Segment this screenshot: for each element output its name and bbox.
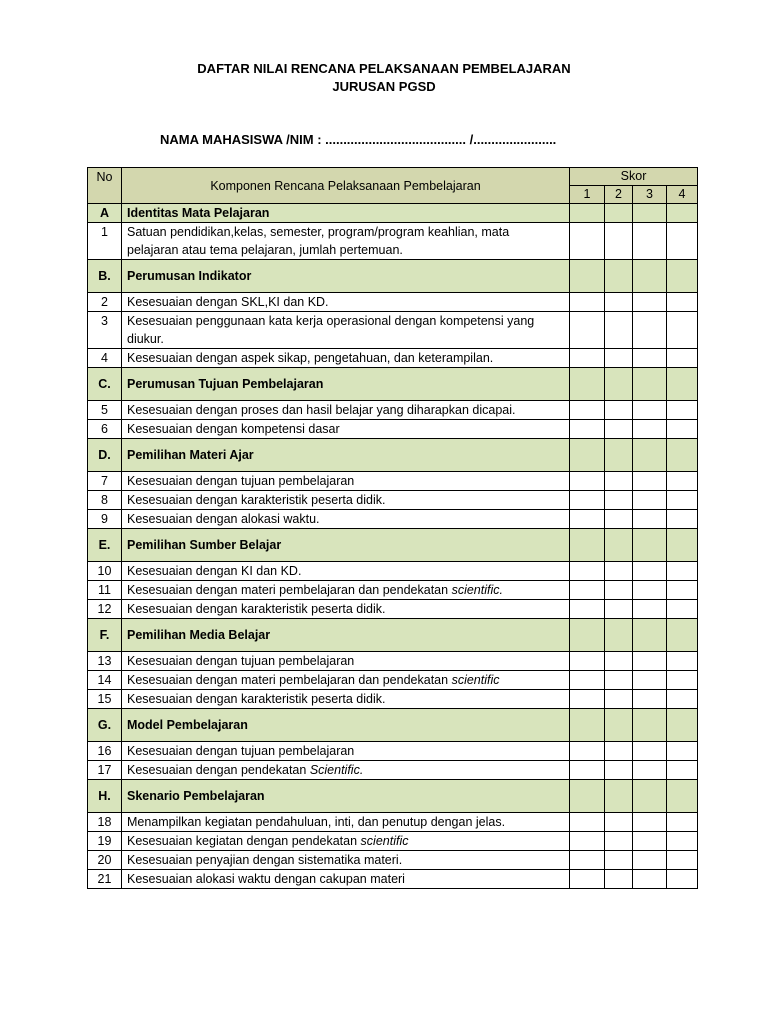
section-title xyxy=(122,260,570,293)
item-description xyxy=(122,472,570,491)
score-cell-2[interactable] xyxy=(605,401,633,420)
score-cell-2 xyxy=(605,439,633,472)
score-cell-1[interactable] xyxy=(570,851,605,870)
score-cell-4[interactable] xyxy=(667,312,698,349)
item-description-text: Satuan pendidikan,kelas, semester, program/program keahlian, mata pelajaran atau tema pelajaran, jumlah pertemuan. xyxy=(127,225,510,257)
score-cell-1[interactable] xyxy=(570,491,605,510)
item-description-italic: Scientific. xyxy=(309,763,364,777)
score-cell-1[interactable] xyxy=(570,472,605,491)
score-cell-3[interactable] xyxy=(633,491,667,510)
score-cell-3 xyxy=(633,780,667,813)
section-letter: C. xyxy=(88,368,122,401)
score-cell-4[interactable] xyxy=(667,851,698,870)
section-letter: H. xyxy=(88,780,122,813)
item-description-text: Kesesuaian penyajian dengan sistematika materi. xyxy=(127,853,403,867)
item-description-text: Kesesuaian alokasi waktu dengan cakupan materi xyxy=(127,872,405,886)
score-cell-3 xyxy=(633,529,667,562)
score-cell-4[interactable] xyxy=(667,420,698,439)
score-cell-4[interactable] xyxy=(667,832,698,851)
score-cell-2[interactable] xyxy=(605,472,633,491)
score-cell-3[interactable] xyxy=(633,472,667,491)
score-cell-2[interactable] xyxy=(605,870,633,889)
score-cell-1[interactable] xyxy=(570,401,605,420)
score-cell-3[interactable] xyxy=(633,420,667,439)
item-description-text: Kesesuaian dengan materi pembelajaran dan pendekatan xyxy=(127,583,449,597)
table-row xyxy=(88,652,698,671)
item-description xyxy=(122,581,570,600)
score-cell-2[interactable] xyxy=(605,851,633,870)
score-cell-2[interactable] xyxy=(605,562,633,581)
score-cell-2[interactable] xyxy=(605,349,633,368)
score-column-1: 1 xyxy=(570,186,605,204)
item-number: 7 xyxy=(88,472,122,491)
score-cell-4 xyxy=(667,204,698,223)
score-cell-1[interactable] xyxy=(570,562,605,581)
section-title xyxy=(122,204,570,223)
item-description xyxy=(122,761,570,780)
item-number: 1 xyxy=(88,223,122,260)
score-cell-3[interactable] xyxy=(633,652,667,671)
table-row xyxy=(88,600,698,619)
score-cell-2[interactable] xyxy=(605,491,633,510)
section-row xyxy=(88,439,698,472)
score-cell-4 xyxy=(667,709,698,742)
score-cell-4 xyxy=(667,780,698,813)
item-description xyxy=(122,813,570,832)
item-description xyxy=(122,491,570,510)
score-cell-1 xyxy=(570,260,605,293)
score-cell-4 xyxy=(667,368,698,401)
score-cell-1[interactable] xyxy=(570,813,605,832)
score-cell-4[interactable] xyxy=(667,870,698,889)
score-cell-2[interactable] xyxy=(605,742,633,761)
table-row xyxy=(88,581,698,600)
table-row xyxy=(88,223,698,260)
table-row xyxy=(88,349,698,368)
item-description xyxy=(122,510,570,529)
score-cell-1[interactable] xyxy=(570,832,605,851)
section-title-text: Pemilihan Materi Ajar xyxy=(127,448,254,462)
section-title-text: Pemilihan Media Belajar xyxy=(127,628,271,642)
item-description-text: Kesesuaian dengan pendekatan xyxy=(127,763,307,777)
item-number: 11 xyxy=(88,581,122,600)
item-description-text: Kesesuaian kegiatan dengan pendekatan xyxy=(127,834,358,848)
score-cell-1[interactable] xyxy=(570,671,605,690)
table-row xyxy=(88,690,698,709)
column-header-component: Komponen Rencana Pelaksanaan Pembelajaran xyxy=(122,168,570,204)
score-cell-2 xyxy=(605,780,633,813)
section-row xyxy=(88,260,698,293)
score-cell-4[interactable] xyxy=(667,491,698,510)
item-number: 4 xyxy=(88,349,122,368)
section-title xyxy=(122,439,570,472)
score-cell-3[interactable] xyxy=(633,832,667,851)
score-cell-4[interactable] xyxy=(667,742,698,761)
score-cell-2[interactable] xyxy=(605,690,633,709)
score-cell-2 xyxy=(605,204,633,223)
score-cell-2[interactable] xyxy=(605,420,633,439)
score-cell-2[interactable] xyxy=(605,312,633,349)
score-cell-4 xyxy=(667,619,698,652)
score-cell-2[interactable] xyxy=(605,671,633,690)
score-cell-4[interactable] xyxy=(667,690,698,709)
score-cell-3 xyxy=(633,439,667,472)
score-cell-1[interactable] xyxy=(570,312,605,349)
section-title xyxy=(122,780,570,813)
score-cell-4[interactable] xyxy=(667,472,698,491)
score-cell-1 xyxy=(570,619,605,652)
score-cell-2[interactable] xyxy=(605,761,633,780)
section-row xyxy=(88,368,698,401)
score-cell-1[interactable] xyxy=(570,510,605,529)
score-cell-1[interactable] xyxy=(570,690,605,709)
item-description-italic: scientific xyxy=(451,673,500,687)
score-cell-4[interactable] xyxy=(667,401,698,420)
score-cell-1[interactable] xyxy=(570,761,605,780)
score-cell-2 xyxy=(605,619,633,652)
section-row xyxy=(88,709,698,742)
score-cell-1[interactable] xyxy=(570,652,605,671)
item-description-text: Kesesuaian dengan SKL,KI dan KD. xyxy=(127,295,329,309)
item-description-italic: scientific xyxy=(360,834,409,848)
score-cell-4 xyxy=(667,439,698,472)
item-description-text: Kesesuaian dengan KI dan KD. xyxy=(127,564,302,578)
score-cell-3[interactable] xyxy=(633,581,667,600)
score-cell-2[interactable] xyxy=(605,652,633,671)
item-number: 12 xyxy=(88,600,122,619)
score-cell-2[interactable] xyxy=(605,510,633,529)
item-number: 19 xyxy=(88,832,122,851)
score-cell-1[interactable] xyxy=(570,870,605,889)
column-header-score: Skor xyxy=(570,168,698,186)
score-cell-3 xyxy=(633,619,667,652)
score-cell-2[interactable] xyxy=(605,600,633,619)
score-cell-4 xyxy=(667,529,698,562)
score-cell-2 xyxy=(605,368,633,401)
item-number: 16 xyxy=(88,742,122,761)
table-row xyxy=(88,813,698,832)
item-description xyxy=(122,870,570,889)
score-cell-4[interactable] xyxy=(667,813,698,832)
score-cell-1 xyxy=(570,709,605,742)
document-title: DAFTAR NILAI RENCANA PELAKSANAAN PEMBELAJARAN xyxy=(197,61,571,76)
score-cell-3 xyxy=(633,368,667,401)
section-letter: B. xyxy=(88,260,122,293)
section-row xyxy=(88,780,698,813)
score-cell-1 xyxy=(570,368,605,401)
item-description xyxy=(122,420,570,439)
table-row xyxy=(88,742,698,761)
score-column-2: 2 xyxy=(605,186,633,204)
section-title xyxy=(122,368,570,401)
item-number: 21 xyxy=(88,870,122,889)
item-description xyxy=(122,851,570,870)
item-number: 10 xyxy=(88,562,122,581)
score-cell-4[interactable] xyxy=(667,562,698,581)
section-row xyxy=(88,204,698,223)
item-number: 9 xyxy=(88,510,122,529)
item-description xyxy=(122,600,570,619)
item-number: 15 xyxy=(88,690,122,709)
section-letter: E. xyxy=(88,529,122,562)
score-cell-1 xyxy=(570,529,605,562)
score-cell-1[interactable] xyxy=(570,581,605,600)
section-row xyxy=(88,619,698,652)
section-letter: G. xyxy=(88,709,122,742)
score-cell-2[interactable] xyxy=(605,832,633,851)
section-title-text: Model Pembelajaran xyxy=(127,718,248,732)
score-cell-4[interactable] xyxy=(667,652,698,671)
score-cell-1[interactable] xyxy=(570,600,605,619)
section-title xyxy=(122,709,570,742)
score-cell-1[interactable] xyxy=(570,223,605,260)
section-row xyxy=(88,529,698,562)
item-number: 18 xyxy=(88,813,122,832)
score-cell-4[interactable] xyxy=(667,671,698,690)
score-cell-2 xyxy=(605,260,633,293)
document-subtitle: JURUSAN PGSD xyxy=(332,79,436,94)
table-row xyxy=(88,491,698,510)
score-cell-3[interactable] xyxy=(633,742,667,761)
score-cell-1 xyxy=(570,780,605,813)
table-row xyxy=(88,870,698,889)
score-cell-3[interactable] xyxy=(633,813,667,832)
score-cell-2[interactable] xyxy=(605,223,633,260)
item-number: 6 xyxy=(88,420,122,439)
score-cell-2 xyxy=(605,529,633,562)
section-title-text: Identitas Mata Pelajaran xyxy=(127,206,270,220)
item-number: 5 xyxy=(88,401,122,420)
score-cell-3[interactable] xyxy=(633,401,667,420)
section-title xyxy=(122,529,570,562)
table-row xyxy=(88,293,698,312)
item-description xyxy=(122,293,570,312)
score-cell-3[interactable] xyxy=(633,312,667,349)
item-description-text: Kesesuaian dengan karakteristik peserta didik. xyxy=(127,602,386,616)
table-row xyxy=(88,312,698,349)
section-title-text: Skenario Pembelajaran xyxy=(127,789,265,803)
score-cell-3 xyxy=(633,260,667,293)
item-description-italic: scientific. xyxy=(451,583,503,597)
score-cell-3[interactable] xyxy=(633,851,667,870)
score-cell-3[interactable] xyxy=(633,600,667,619)
score-cell-4[interactable] xyxy=(667,223,698,260)
item-description-text: Kesesuaian dengan tujuan pembelajaran xyxy=(127,654,355,668)
item-description xyxy=(122,401,570,420)
item-description xyxy=(122,652,570,671)
score-cell-1 xyxy=(570,204,605,223)
score-cell-3 xyxy=(633,709,667,742)
score-cell-4[interactable] xyxy=(667,349,698,368)
assessment-table-body xyxy=(88,204,698,889)
score-cell-4[interactable] xyxy=(667,600,698,619)
table-row xyxy=(88,761,698,780)
score-cell-3[interactable] xyxy=(633,671,667,690)
item-number: 17 xyxy=(88,761,122,780)
assessment-table xyxy=(87,167,698,889)
score-cell-3[interactable] xyxy=(633,349,667,368)
item-number: 20 xyxy=(88,851,122,870)
section-letter: F. xyxy=(88,619,122,652)
item-description-text: Kesesuaian dengan proses dan hasil belajar yang diharapkan dicapai. xyxy=(127,403,516,417)
score-cell-3[interactable] xyxy=(633,690,667,709)
item-description-text: Kesesuaian dengan materi pembelajaran dan pendekatan xyxy=(127,673,449,687)
score-cell-3[interactable] xyxy=(633,761,667,780)
score-cell-4[interactable] xyxy=(667,761,698,780)
table-row xyxy=(88,832,698,851)
section-title-text: Perumusan Tujuan Pembelajaran xyxy=(127,377,324,391)
score-cell-3[interactable] xyxy=(633,223,667,260)
score-cell-4[interactable] xyxy=(667,510,698,529)
item-number: 13 xyxy=(88,652,122,671)
table-row xyxy=(88,671,698,690)
score-cell-2[interactable] xyxy=(605,813,633,832)
item-description xyxy=(122,742,570,761)
item-description xyxy=(122,832,570,851)
score-cell-3[interactable] xyxy=(633,562,667,581)
item-description-text: Menampilkan kegiatan pendahuluan, inti, dan penutup dengan jelas. xyxy=(127,815,506,829)
item-description-text: Kesesuaian dengan tujuan pembelajaran xyxy=(127,744,355,758)
item-description-text: Kesesuaian dengan alokasi waktu. xyxy=(127,512,320,526)
column-header-no: No xyxy=(88,168,122,204)
table-row xyxy=(88,401,698,420)
item-description-text: Kesesuaian dengan kompetensi dasar xyxy=(127,422,340,436)
item-number: 14 xyxy=(88,671,122,690)
item-description-text: Kesesuaian dengan aspek sikap, pengetahuan, dan keterampilan. xyxy=(127,351,494,365)
item-number: 2 xyxy=(88,293,122,312)
table-row xyxy=(88,510,698,529)
item-description xyxy=(122,671,570,690)
score-cell-4[interactable] xyxy=(667,293,698,312)
score-cell-2[interactable] xyxy=(605,293,633,312)
score-cell-1 xyxy=(570,439,605,472)
item-description-text: Kesesuaian dengan karakteristik peserta didik. xyxy=(127,692,386,706)
score-cell-4 xyxy=(667,260,698,293)
score-cell-3[interactable] xyxy=(633,510,667,529)
score-cell-4[interactable] xyxy=(667,581,698,600)
score-cell-1[interactable] xyxy=(570,293,605,312)
item-description xyxy=(122,349,570,368)
score-cell-3[interactable] xyxy=(633,293,667,312)
item-description-text: Kesesuaian dengan karakteristik peserta didik. xyxy=(127,493,386,507)
score-column-3: 3 xyxy=(633,186,667,204)
table-row xyxy=(88,472,698,491)
item-description-text: Kesesuaian penggunaan kata kerja operasional dengan kompetensi yang diukur. xyxy=(127,314,535,346)
table-row xyxy=(88,562,698,581)
student-name-nim-line: NAMA MAHASISWA /NIM : ....................................... /....................... xyxy=(160,132,557,147)
item-number: 8 xyxy=(88,491,122,510)
section-title-text: Pemilihan Sumber Belajar xyxy=(127,538,282,552)
score-cell-1[interactable] xyxy=(570,742,605,761)
item-description xyxy=(122,312,570,349)
score-cell-2[interactable] xyxy=(605,581,633,600)
item-description xyxy=(122,223,570,260)
table-row xyxy=(88,851,698,870)
section-letter: A xyxy=(88,204,122,223)
item-description xyxy=(122,562,570,581)
score-cell-2 xyxy=(605,709,633,742)
score-column-4: 4 xyxy=(667,186,698,204)
item-description xyxy=(122,690,570,709)
item-number: 3 xyxy=(88,312,122,349)
item-description-text: Kesesuaian dengan tujuan pembelajaran xyxy=(127,474,355,488)
score-cell-1[interactable] xyxy=(570,420,605,439)
section-title-text: Perumusan Indikator xyxy=(127,269,252,283)
score-cell-3 xyxy=(633,204,667,223)
section-letter: D. xyxy=(88,439,122,472)
table-row xyxy=(88,420,698,439)
section-title xyxy=(122,619,570,652)
score-cell-3[interactable] xyxy=(633,870,667,889)
score-cell-1[interactable] xyxy=(570,349,605,368)
